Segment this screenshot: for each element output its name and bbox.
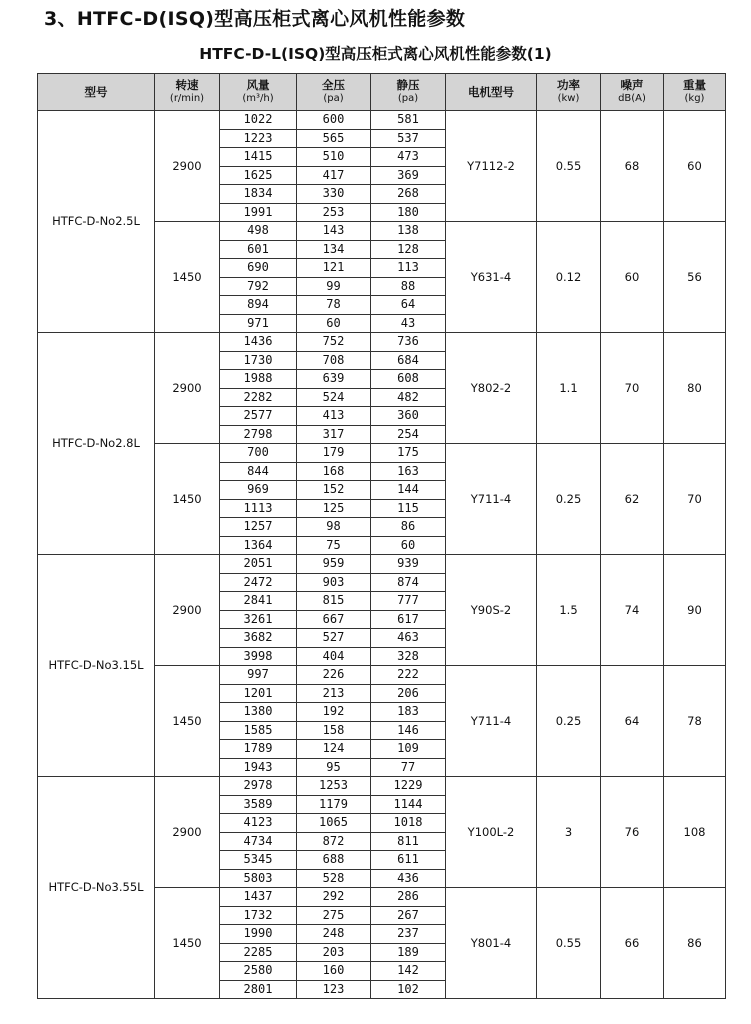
static-pressure-cell: 736: [371, 333, 446, 352]
static-pressure-cell: 113: [371, 259, 446, 278]
airflow-cell: 792: [220, 277, 297, 296]
static-pressure-cell: 102: [371, 980, 446, 999]
static-pressure-cell: 268: [371, 185, 446, 204]
power-cell: 0.12: [537, 222, 601, 333]
static-pressure-cell: 369: [371, 166, 446, 185]
airflow-cell: 1257: [220, 518, 297, 537]
static-pressure-cell: 463: [371, 629, 446, 648]
header-label: 噪声: [620, 78, 644, 92]
airflow-cell: 1380: [220, 703, 297, 722]
static-pressure-cell: 109: [371, 740, 446, 759]
airflow-cell: 1437: [220, 888, 297, 907]
header-label: 全压: [322, 78, 345, 92]
total-pressure-cell: 78: [297, 296, 371, 315]
static-pressure-cell: 142: [371, 962, 446, 981]
header-row: [38, 74, 726, 111]
motor-cell: Y711-4: [446, 444, 537, 555]
total-pressure-cell: 203: [297, 943, 371, 962]
speed-cell: 1450: [155, 888, 220, 999]
static-pressure-cell: 175: [371, 444, 446, 463]
total-pressure-cell: 600: [297, 111, 371, 130]
total-pressure-cell: 413: [297, 407, 371, 426]
airflow-cell: 4734: [220, 832, 297, 851]
header-unit: (kg): [684, 93, 705, 104]
airflow-cell: 3682: [220, 629, 297, 648]
motor-cell: Y802-2: [446, 333, 537, 444]
model-cell: HTFC-D-No2.8L: [38, 333, 155, 555]
static-pressure-cell: 874: [371, 573, 446, 592]
airflow-cell: 894: [220, 296, 297, 315]
total-pressure-cell: 275: [297, 906, 371, 925]
header-label: 转速: [175, 78, 199, 92]
static-pressure-cell: 180: [371, 203, 446, 222]
table-row: [38, 555, 726, 574]
total-pressure-cell: 330: [297, 185, 371, 204]
weight-cell: 90: [664, 555, 726, 666]
weight-cell: 80: [664, 333, 726, 444]
header-total-pressure: [297, 74, 371, 111]
speed-cell: 1450: [155, 222, 220, 333]
total-pressure-cell: 253: [297, 203, 371, 222]
airflow-cell: 2282: [220, 388, 297, 407]
airflow-cell: 2051: [220, 555, 297, 574]
header-unit: (pa): [397, 93, 419, 104]
airflow-cell: 1943: [220, 758, 297, 777]
total-pressure-cell: 168: [297, 462, 371, 481]
power-cell: 0.55: [537, 111, 601, 222]
noise-cell: 76: [601, 777, 664, 888]
airflow-cell: 1415: [220, 148, 297, 167]
airflow-cell: 1201: [220, 684, 297, 703]
header-airflow: [220, 74, 297, 111]
static-pressure-cell: 206: [371, 684, 446, 703]
static-pressure-cell: 237: [371, 925, 446, 944]
motor-cell: Y711-4: [446, 666, 537, 777]
weight-cell: 56: [664, 222, 726, 333]
airflow-cell: 601: [220, 240, 297, 259]
static-pressure-cell: 611: [371, 851, 446, 870]
static-pressure-cell: 617: [371, 610, 446, 629]
static-pressure-cell: 482: [371, 388, 446, 407]
airflow-cell: 4123: [220, 814, 297, 833]
speed-cell: 2900: [155, 333, 220, 444]
header-unit: (r/min): [169, 93, 205, 104]
airflow-cell: 1988: [220, 370, 297, 389]
static-pressure-cell: 43: [371, 314, 446, 333]
total-pressure-cell: 524: [297, 388, 371, 407]
total-pressure-cell: 158: [297, 721, 371, 740]
airflow-cell: 1436: [220, 333, 297, 352]
total-pressure-cell: 510: [297, 148, 371, 167]
airflow-cell: 3998: [220, 647, 297, 666]
total-pressure-cell: 404: [297, 647, 371, 666]
weight-cell: 78: [664, 666, 726, 777]
total-pressure-cell: 752: [297, 333, 371, 352]
noise-cell: 74: [601, 555, 664, 666]
airflow-cell: 1625: [220, 166, 297, 185]
total-pressure-cell: 872: [297, 832, 371, 851]
static-pressure-cell: 436: [371, 869, 446, 888]
total-pressure-cell: 639: [297, 370, 371, 389]
power-cell: 0.25: [537, 666, 601, 777]
static-pressure-cell: 537: [371, 129, 446, 148]
airflow-cell: 1022: [220, 111, 297, 130]
static-pressure-cell: 267: [371, 906, 446, 925]
static-pressure-cell: 360: [371, 407, 446, 426]
airflow-cell: 971: [220, 314, 297, 333]
header-static-pressure: [371, 74, 446, 111]
airflow-cell: 690: [220, 259, 297, 278]
motor-cell: Y631-4: [446, 222, 537, 333]
header-unit: dB(A): [618, 93, 646, 104]
static-pressure-cell: 684: [371, 351, 446, 370]
airflow-cell: 2798: [220, 425, 297, 444]
airflow-cell: 5803: [220, 869, 297, 888]
total-pressure-cell: 1179: [297, 795, 371, 814]
speed-cell: 2900: [155, 111, 220, 222]
total-pressure-cell: 134: [297, 240, 371, 259]
noise-cell: 64: [601, 666, 664, 777]
power-cell: 0.25: [537, 444, 601, 555]
header-unit: (m³/h): [242, 93, 274, 104]
airflow-cell: 3589: [220, 795, 297, 814]
airflow-cell: 3261: [220, 610, 297, 629]
speed-cell: 1450: [155, 444, 220, 555]
airflow-cell: 2285: [220, 943, 297, 962]
airflow-cell: 1991: [220, 203, 297, 222]
weight-cell: 86: [664, 888, 726, 999]
static-pressure-cell: 138: [371, 222, 446, 241]
total-pressure-cell: 565: [297, 129, 371, 148]
header-label: 功率: [557, 78, 580, 92]
total-pressure-cell: 152: [297, 481, 371, 500]
static-pressure-cell: 128: [371, 240, 446, 259]
header-label: 风量: [246, 78, 270, 92]
static-pressure-cell: 60: [371, 536, 446, 555]
noise-cell: 62: [601, 444, 664, 555]
page-heading: 3、HTFC-D(ISQ)型高压柜式离心风机性能参数: [44, 8, 466, 30]
airflow-cell: 5345: [220, 851, 297, 870]
model-cell: HTFC-D-No2.5L: [38, 111, 155, 333]
total-pressure-cell: 98: [297, 518, 371, 537]
motor-cell: Y7112-2: [446, 111, 537, 222]
static-pressure-cell: 473: [371, 148, 446, 167]
total-pressure-cell: 688: [297, 851, 371, 870]
motor-cell: Y90S-2: [446, 555, 537, 666]
power-cell: 1.5: [537, 555, 601, 666]
static-pressure-cell: 811: [371, 832, 446, 851]
airflow-cell: 844: [220, 462, 297, 481]
total-pressure-cell: 959: [297, 555, 371, 574]
total-pressure-cell: 417: [297, 166, 371, 185]
model-cell: HTFC-D-No3.55L: [38, 777, 155, 999]
static-pressure-cell: 115: [371, 499, 446, 518]
model-cell: HTFC-D-No3.15L: [38, 555, 155, 777]
weight-cell: 60: [664, 111, 726, 222]
airflow-cell: 2801: [220, 980, 297, 999]
header-noise: [601, 74, 664, 111]
airflow-cell: 969: [220, 481, 297, 500]
static-pressure-cell: 183: [371, 703, 446, 722]
weight-cell: 108: [664, 777, 726, 888]
header-speed: [155, 74, 220, 111]
total-pressure-cell: 124: [297, 740, 371, 759]
static-pressure-cell: 777: [371, 592, 446, 611]
static-pressure-cell: 581: [371, 111, 446, 130]
static-pressure-cell: 254: [371, 425, 446, 444]
motor-cell: Y100L-2: [446, 777, 537, 888]
speed-cell: 2900: [155, 555, 220, 666]
total-pressure-cell: 213: [297, 684, 371, 703]
airflow-cell: 1585: [220, 721, 297, 740]
static-pressure-cell: 328: [371, 647, 446, 666]
total-pressure-cell: 179: [297, 444, 371, 463]
airflow-cell: 498: [220, 222, 297, 241]
airflow-cell: 997: [220, 666, 297, 685]
airflow-cell: 1113: [220, 499, 297, 518]
total-pressure-cell: 143: [297, 222, 371, 241]
noise-cell: 60: [601, 222, 664, 333]
static-pressure-cell: 608: [371, 370, 446, 389]
table-row: [38, 777, 726, 796]
airflow-cell: 2472: [220, 573, 297, 592]
airflow-cell: 2841: [220, 592, 297, 611]
total-pressure-cell: 95: [297, 758, 371, 777]
static-pressure-cell: 146: [371, 721, 446, 740]
total-pressure-cell: 317: [297, 425, 371, 444]
total-pressure-cell: 60: [297, 314, 371, 333]
static-pressure-cell: 163: [371, 462, 446, 481]
static-pressure-cell: 286: [371, 888, 446, 907]
total-pressure-cell: 1065: [297, 814, 371, 833]
header-weight: [664, 74, 726, 111]
airflow-cell: 1789: [220, 740, 297, 759]
total-pressure-cell: 99: [297, 277, 371, 296]
total-pressure-cell: 708: [297, 351, 371, 370]
header-model: [38, 74, 155, 111]
airflow-cell: 1732: [220, 906, 297, 925]
power-cell: 1.1: [537, 333, 601, 444]
static-pressure-cell: 1144: [371, 795, 446, 814]
power-cell: 3: [537, 777, 601, 888]
total-pressure-cell: 123: [297, 980, 371, 999]
total-pressure-cell: 667: [297, 610, 371, 629]
static-pressure-cell: 86: [371, 518, 446, 537]
total-pressure-cell: 160: [297, 962, 371, 981]
static-pressure-cell: 1018: [371, 814, 446, 833]
header-unit: (pa): [323, 93, 344, 104]
static-pressure-cell: 64: [371, 296, 446, 315]
noise-cell: 70: [601, 333, 664, 444]
static-pressure-cell: 77: [371, 758, 446, 777]
total-pressure-cell: 527: [297, 629, 371, 648]
total-pressure-cell: 292: [297, 888, 371, 907]
noise-cell: 66: [601, 888, 664, 999]
header-unit: (kw): [557, 93, 580, 104]
static-pressure-cell: 144: [371, 481, 446, 500]
total-pressure-cell: 815: [297, 592, 371, 611]
total-pressure-cell: 1253: [297, 777, 371, 796]
total-pressure-cell: 75: [297, 536, 371, 555]
header-motor: [446, 74, 537, 111]
total-pressure-cell: 528: [297, 869, 371, 888]
total-pressure-cell: 248: [297, 925, 371, 944]
header-power: [537, 74, 601, 111]
header-label: 电机型号: [468, 84, 514, 99]
airflow-cell: 1730: [220, 351, 297, 370]
total-pressure-cell: 226: [297, 666, 371, 685]
table-row: [38, 333, 726, 352]
weight-cell: 70: [664, 444, 726, 555]
static-pressure-cell: 939: [371, 555, 446, 574]
airflow-cell: 1834: [220, 185, 297, 204]
header-label: 型号: [84, 84, 108, 99]
static-pressure-cell: 1229: [371, 777, 446, 796]
motor-cell: Y801-4: [446, 888, 537, 999]
airflow-cell: 2577: [220, 407, 297, 426]
header-label: 重量: [683, 78, 706, 92]
airflow-cell: 700: [220, 444, 297, 463]
power-cell: 0.55: [537, 888, 601, 999]
table-title: HTFC-D-L(ISQ)型高压柜式离心风机性能参数(1): [199, 45, 552, 63]
table-row: [38, 111, 726, 130]
noise-cell: 68: [601, 111, 664, 222]
airflow-cell: 2580: [220, 962, 297, 981]
total-pressure-cell: 903: [297, 573, 371, 592]
performance-table: [37, 73, 726, 999]
total-pressure-cell: 125: [297, 499, 371, 518]
airflow-cell: 2978: [220, 777, 297, 796]
airflow-cell: 1223: [220, 129, 297, 148]
header-label: 静压: [396, 78, 420, 92]
speed-cell: 2900: [155, 777, 220, 888]
airflow-cell: 1990: [220, 925, 297, 944]
static-pressure-cell: 189: [371, 943, 446, 962]
airflow-cell: 1364: [220, 536, 297, 555]
static-pressure-cell: 222: [371, 666, 446, 685]
total-pressure-cell: 121: [297, 259, 371, 278]
total-pressure-cell: 192: [297, 703, 371, 722]
static-pressure-cell: 88: [371, 277, 446, 296]
speed-cell: 1450: [155, 666, 220, 777]
